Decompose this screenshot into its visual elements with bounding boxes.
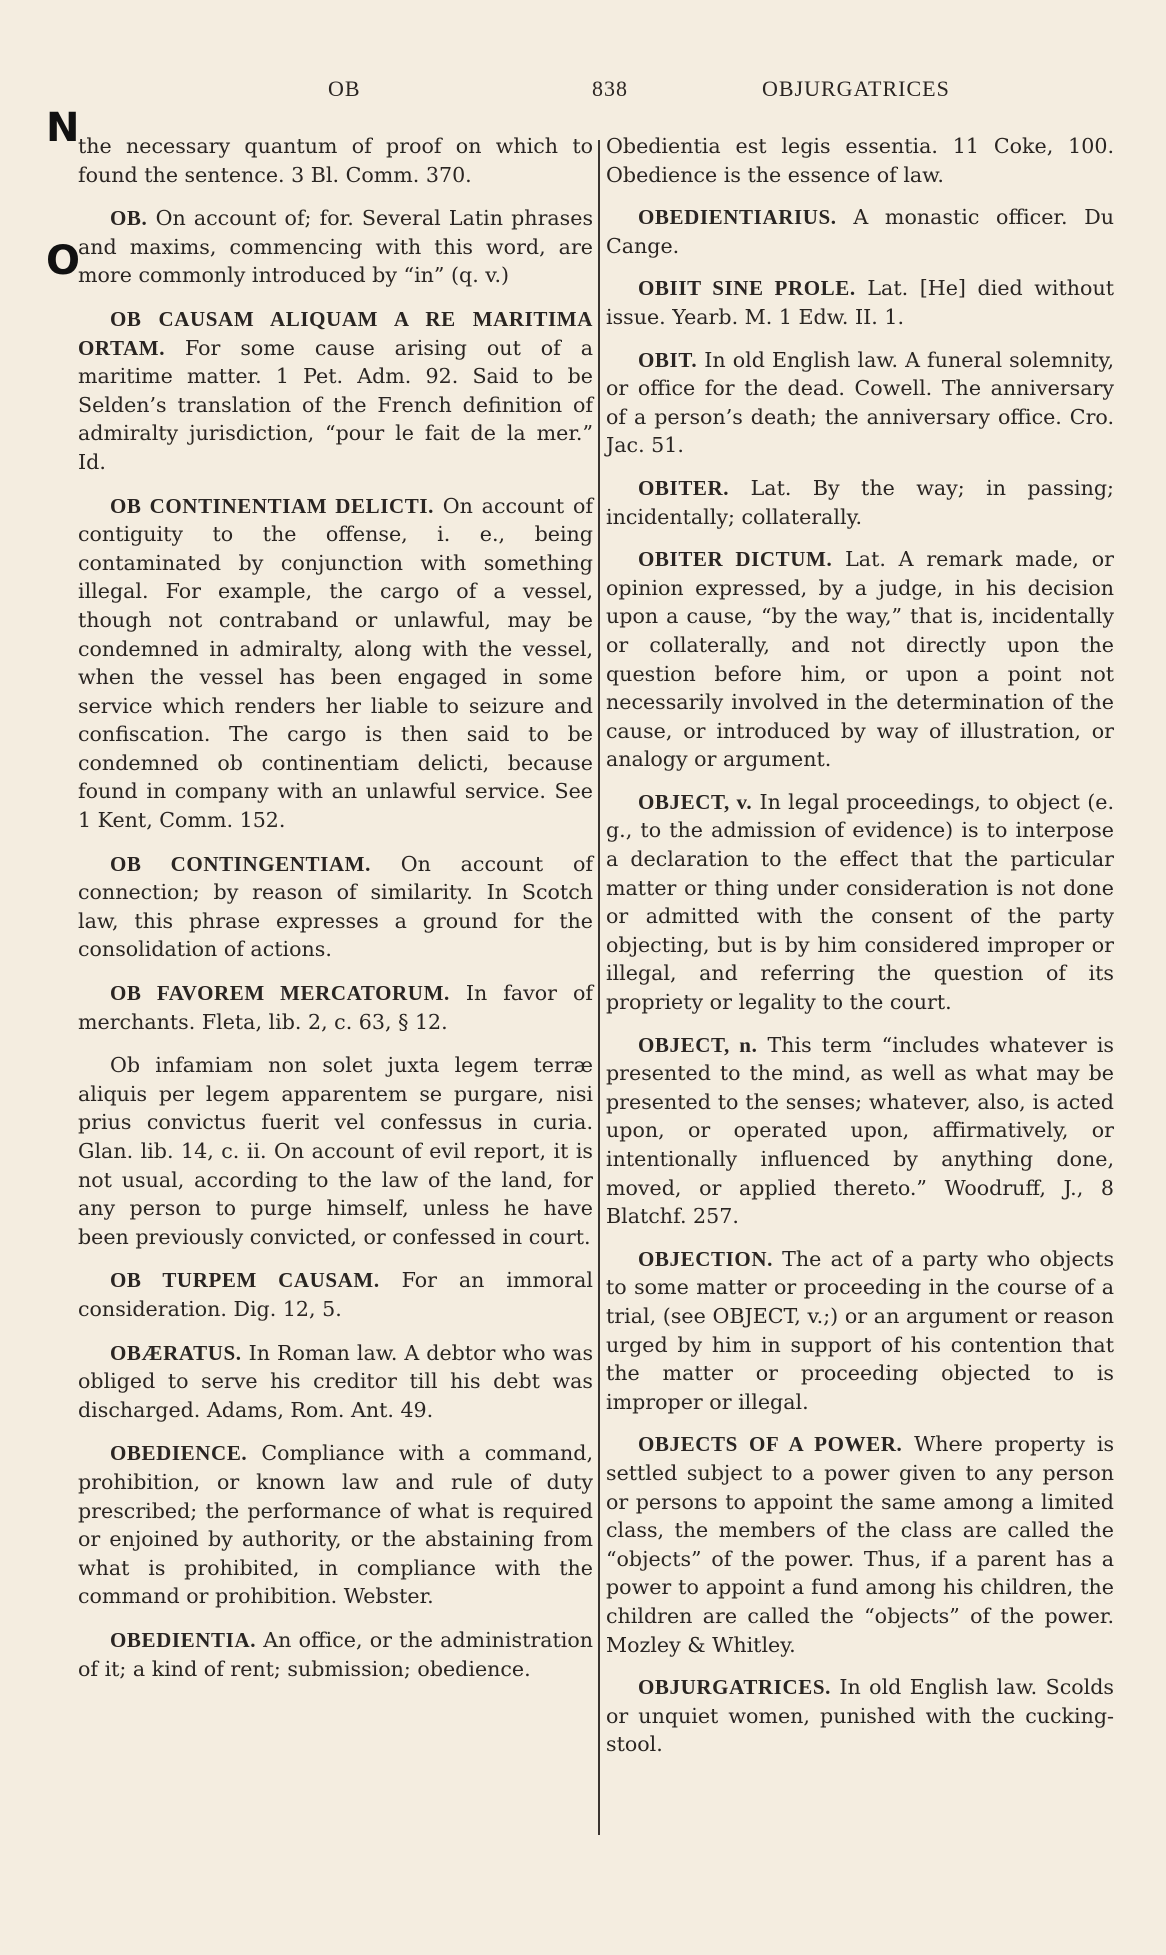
dictionary-entry	[606, 132, 1114, 189]
dictionary-entry	[78, 1439, 593, 1611]
entry-definition: Lat. [He] died without issue. Yearb. M. 1 Edw. II. 1.	[606, 276, 1114, 329]
header-right-guide-word: OBJURGATRICES	[762, 76, 950, 101]
header-left-guide-word: OB	[328, 76, 361, 101]
entry-headword: OB CONTINENTIAM DELICTI.	[110, 493, 434, 518]
entry-definition: A monastic officer. Du Cange.	[606, 205, 1114, 258]
dictionary-entry	[78, 1626, 593, 1683]
dictionary-entry	[606, 203, 1114, 260]
entry-definition: In old English law. A funeral solemnity, or office for the dead. Cowell. The anniversary of a person’s death; the anniversary office. Cro. Jac. 51.	[606, 347, 1114, 458]
entry-headword: OBEDIENTIA.	[110, 1627, 257, 1652]
entry-definition: On account of; for. Several Latin phrases and maxims, commencing with this word, are more commonly introduced by “in” (q. v.)	[78, 206, 594, 288]
dictionary-entry	[606, 474, 1114, 531]
entry-definition: An office, or the administration of it; a kind of rent; submission; obedience.	[78, 1627, 594, 1681]
dictionary-entry	[78, 305, 593, 477]
entry-definition: For an immoral consideration. Dig. 12, 5.	[78, 1268, 593, 1321]
entry-definition: the necessary quantum of proof on which to found the sentence. 3 Bl. Comm. 370.	[78, 134, 593, 187]
dictionary-entry	[606, 1673, 1114, 1759]
dictionary-entry	[78, 492, 593, 835]
entry-headword: OB CONTINGENTIAM.	[110, 851, 371, 876]
dictionary-entry	[606, 1245, 1114, 1417]
entry-definition: On account of connection; by reason of similarity. In Scotch law, this phrase expresses a ground for the consolidation of actions.	[78, 851, 593, 962]
entry-definition: In old English law. Scolds or unquiet women, punished with the cucking-stool.	[606, 1675, 1114, 1757]
entry-definition: Obedientia est legis essentia. 11 Coke, 100. Obedience is the essence of law.	[606, 134, 1114, 187]
entry-definition: Compliance with a command, prohibition, or known law and rule of duty prescribed; the performance of what is required or enjoined by authority, or the abstaining from what is prohibited, in compliance with the command or prohibition. Webster.	[78, 1441, 593, 1609]
entry-headword: OBJECT, v.	[638, 789, 753, 814]
entry-headword: OBITER DICTUM.	[638, 547, 833, 572]
entry-definition: Lat. By the way; in passing; incidentally; collaterally.	[606, 475, 1114, 529]
dictionary-entry	[606, 346, 1114, 460]
page-number: 838	[592, 76, 628, 101]
thumb-index-letter-n: N	[46, 105, 80, 151]
entry-headword: OB TURPEM CAUSAM.	[110, 1268, 380, 1293]
entry-headword: OB FAVOREM MERCATORUM.	[110, 981, 450, 1006]
dictionary-entry	[78, 1339, 593, 1425]
dictionary-entry	[606, 788, 1114, 1017]
entry-definition: For some cause arising out of a maritime matter. 1 Pet. Adm. 92. Said to be Selden’s translation of the French definition of admiralty jurisdiction, “pour le fait de la mer.” Id.	[78, 335, 594, 474]
entry-headword: OB CAUSAM ALIQUAM A RE MARITIMA ORTAM.	[78, 306, 593, 360]
entry-headword: OBÆRATUS.	[110, 1340, 242, 1365]
thumb-index-letter-o: O	[46, 238, 81, 284]
entry-headword: OBIIT SINE PROLE.	[638, 276, 856, 301]
entry-headword: OBIT.	[638, 347, 698, 372]
entry-headword: OBITER.	[638, 475, 730, 500]
entry-definition: On account of contiguity to the offense, i. e., being contaminated by conjunction with something illegal. For example, the cargo of a vessel, though not contraband or unlawful, may be condemned in admiralty, along with the vessel, when the vessel has been engaged in some service which renders her liable to seizure and confiscation. The cargo is then said to be condemned ob continentiam delicti, because found in company with an unlawful service. See 1 Kent, Comm. 152.	[78, 493, 593, 833]
entry-definition: This term “includes whatever is presented to the mind, as well as what may be presented to the senses; whatever, also, is acted upon, or operated upon, affirmatively, or intentionally influenced by anything done, moved, or applied thereto.” Woodruff, J., 8 Blatchf. 257.	[606, 1032, 1115, 1229]
entry-headword: OBJURGATRICES.	[638, 1675, 831, 1700]
entry-definition: Where property is settled subject to a power given to any person or persons to appoint the same among a limited class, the members of the class are called the “objects” of the power. Thus, if a parent has a power to appoint a fund among his children, the children are called the “objects” of the power. Mozley & Whitley.	[606, 1432, 1115, 1657]
entry-definition: Ob infamiam non solet juxta legem terræ aliquis per legem apparentem se purgare, nisi prius convictus fuerit vel confessus in curia. Glan. lib. 14, c. ii. On account of evil report, it is not usual, according to the law of the land, for any person to purge himself, unless he have been previously convicted, or confessed in court.	[78, 1053, 593, 1249]
running-header	[0, 76, 1166, 116]
dictionary-entry	[78, 850, 593, 964]
entry-headword: OB.	[110, 206, 148, 231]
dictionary-entry	[78, 979, 593, 1036]
entry-headword: OBJECTION.	[638, 1246, 773, 1271]
entry-headword: OBJECTS OF A POWER.	[638, 1432, 903, 1457]
column-divider	[598, 140, 600, 1835]
entry-definition: In Roman law. A debtor who was obliged to serve his creditor till his debt was discharged. Adams, Rom. Ant. 49.	[78, 1340, 594, 1422]
dictionary-entry	[78, 1051, 593, 1251]
dictionary-entry	[78, 204, 593, 290]
entry-definition: In legal proceedings, to object (e. g., to the admission of evidence) is to interpose a declaration to the effect that the particular matter or thing under consideration is not done or admitted with the consent of the party objecting, but is by him considered improper or illegal, and referring the question of its propriety or legality to the court.	[606, 789, 1114, 1015]
entry-definition: The act of a party who objects to some matter or proceeding in the course of a trial, (see OBJECT, v.;) or an argument or reason urged by him in support of his contention that the matter or proceeding objected to is improper or illegal.	[606, 1246, 1115, 1414]
left-column	[78, 132, 593, 1698]
right-column	[606, 132, 1114, 1773]
entry-headword: OBEDIENCE.	[110, 1441, 248, 1466]
entry-headword: OBEDIENTIARIUS.	[638, 205, 837, 230]
dictionary-entry	[606, 1430, 1114, 1659]
entry-definition: In favor of merchants. Fleta, lib. 2, c. 63, § 12.	[78, 981, 593, 1034]
dictionary-entry	[606, 274, 1114, 331]
entry-headword: OBJECT, n.	[638, 1032, 758, 1057]
dictionary-entry	[606, 1031, 1114, 1231]
entry-definition: Lat. A remark made, or opinion expressed, by a judge, in his decision upon a cause, “by the way,” that is, incidentally or collaterally, and not directly upon the question before him, or upon a point not necessarily involved in the determination of the cause, or introduced by way of illustration, or analogy or argument.	[606, 547, 1114, 772]
dictionary-entry	[78, 132, 593, 189]
dictionary-entry	[606, 545, 1114, 774]
dictionary-entry	[78, 1266, 593, 1323]
